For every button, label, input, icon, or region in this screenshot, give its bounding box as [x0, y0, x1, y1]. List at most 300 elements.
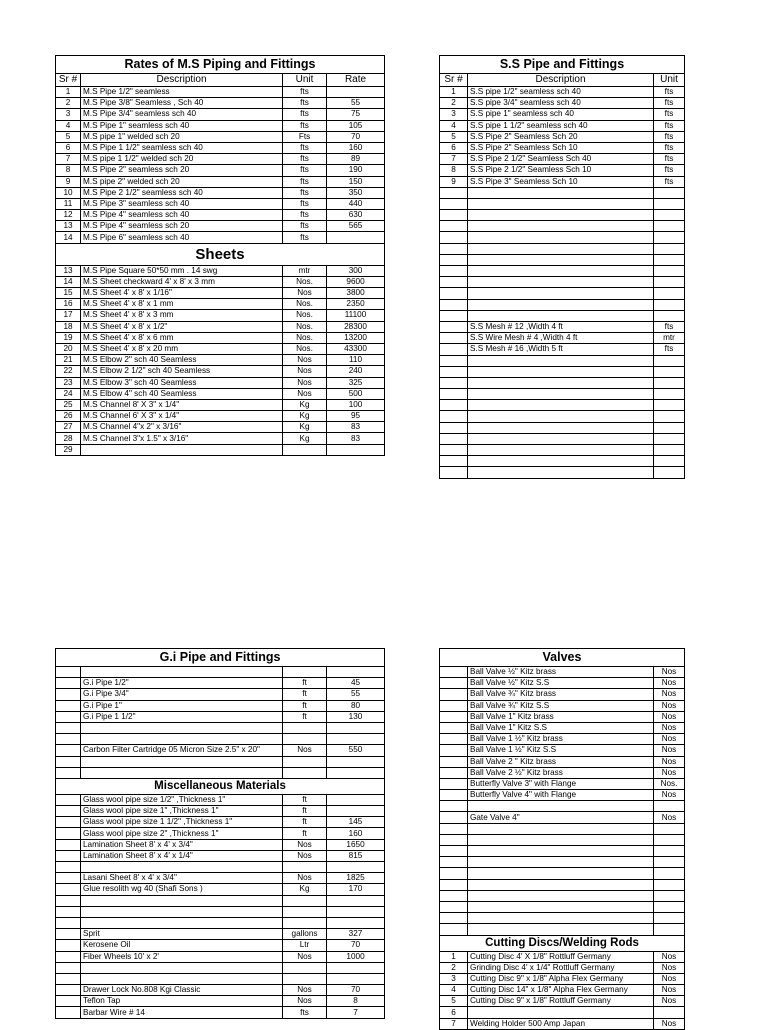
unit-cell [654, 879, 685, 890]
table-row [56, 850, 385, 861]
description-cell: M.S Pipe 3/8" Seamless , Sch 40 [81, 98, 283, 109]
description-cell: Butterfly Valve 3" with Flange [468, 778, 654, 789]
header-row [440, 74, 685, 87]
description-cell: Ball Valve ½" Kitz brass [468, 667, 654, 678]
sr-cell [440, 288, 468, 299]
table-row [56, 444, 385, 455]
description-cell: M.S Channel 4"x 2" x 3/16" [81, 422, 283, 433]
unit-cell: mtr [654, 333, 685, 344]
sr-cell [440, 254, 468, 265]
description-cell: G.i Pipe 1 1/2" [81, 711, 283, 722]
unit-cell: fts [654, 109, 685, 120]
unit-cell [654, 857, 685, 868]
table-row [440, 734, 685, 745]
unit-cell: Nos [654, 745, 685, 756]
description-cell [81, 962, 283, 973]
description-cell: M.S Pipe 1 1/2" seamless sch 40 [81, 142, 283, 153]
table-row [56, 734, 385, 745]
sr-cell: 19 [56, 332, 81, 343]
sr-cell: 11 [56, 198, 81, 209]
description-cell [468, 1007, 654, 1018]
sr-cell [440, 422, 468, 433]
description-cell: S.S Wire Mesh # 4 ,Width 4 ft [468, 333, 654, 344]
column-header: Description [81, 74, 283, 87]
table-title: S.S Pipe and Fittings [440, 56, 685, 74]
rate-cell: 170 [327, 884, 385, 895]
table-row [440, 868, 685, 879]
ss-pipe-table [439, 55, 685, 479]
table-row [440, 996, 685, 1007]
table-row [56, 332, 385, 343]
sr-cell: 17 [56, 310, 81, 321]
column-header: Sr # [56, 74, 81, 87]
description-cell: Butterfly Valve 4" with Flange [468, 790, 654, 801]
sr-cell: 10 [56, 187, 81, 198]
description-cell: Ball Valve ½" Kitz S.S [468, 678, 654, 689]
sr-cell [440, 355, 468, 366]
sr-cell [56, 917, 81, 928]
unit-cell [654, 187, 685, 198]
sr-cell [440, 266, 468, 277]
table-row [440, 165, 685, 176]
unit-cell: fts [283, 232, 327, 243]
rate-cell [327, 895, 385, 906]
unit-cell: fts [654, 344, 685, 355]
sr-cell: 1 [56, 87, 81, 98]
sr-cell [440, 433, 468, 444]
table-row [56, 142, 385, 153]
sr-cell [440, 801, 468, 812]
rate-cell [327, 756, 385, 767]
sr-cell: 7 [56, 154, 81, 165]
table-row [440, 321, 685, 332]
table-row [440, 411, 685, 422]
sr-cell: 15 [56, 288, 81, 299]
section-title: Cutting Discs/Welding Rods [440, 935, 685, 951]
unit-cell [654, 1007, 685, 1018]
unit-cell [283, 895, 327, 906]
table-row [440, 154, 685, 165]
description-cell: M.S Elbow 3" sch 40 Seamless [81, 377, 283, 388]
unit-cell: fts [283, 1007, 327, 1018]
table-row [56, 422, 385, 433]
unit-cell: fts [283, 98, 327, 109]
table-row [56, 689, 385, 700]
table-row [440, 756, 685, 767]
description-cell [81, 973, 283, 984]
unit-cell: Kg [283, 433, 327, 444]
rate-cell: 3800 [327, 288, 385, 299]
rate-cell: 815 [327, 850, 385, 861]
table-row [56, 985, 385, 996]
table-row [56, 667, 385, 678]
description-cell: M.S Sheet 4' x 8' x 3 mm [81, 310, 283, 321]
unit-cell [283, 973, 327, 984]
rate-cell: 45 [327, 678, 385, 689]
description-cell: M.S Sheet 4' x 8' x 1/2" [81, 321, 283, 332]
sr-cell [56, 722, 81, 733]
unit-cell [283, 444, 327, 455]
description-cell: Ball Valve 1 ½" Kitz brass [468, 734, 654, 745]
sr-cell [56, 906, 81, 917]
rate-cell [327, 806, 385, 817]
unit-cell: fts [283, 198, 327, 209]
sr-cell [440, 198, 468, 209]
unit-cell [654, 221, 685, 232]
sr-cell: 6 [56, 142, 81, 153]
table-title-row [440, 56, 685, 74]
sr-cell: 29 [56, 444, 81, 455]
rate-cell: 160 [327, 142, 385, 153]
unit-cell: Kg [283, 399, 327, 410]
description-cell: Cutting Disc 4' X 1/8" Rottluff Germany [468, 951, 654, 962]
description-cell [468, 846, 654, 857]
table-row [56, 355, 385, 366]
unit-cell: Nos [654, 678, 685, 689]
description-cell [81, 895, 283, 906]
description-cell: Fiber Wheels 10' x 2' [81, 951, 283, 962]
description-cell: Ball Valve 2 ½" Kitz brass [468, 767, 654, 778]
sr-cell [440, 678, 468, 689]
sr-cell: 23 [56, 377, 81, 388]
sr-cell: 14 [56, 232, 81, 243]
rate-cell: 11100 [327, 310, 385, 321]
table-row [56, 700, 385, 711]
sr-cell [440, 467, 468, 478]
table-row [440, 689, 685, 700]
description-cell: M.S Pipe 2 1/2" seamless sch 40 [81, 187, 283, 198]
sr-cell [56, 884, 81, 895]
description-cell: M.S Channel 6' X 3" x 1/4" [81, 411, 283, 422]
sr-cell [56, 700, 81, 711]
description-cell: M.S Pipe 4" seamless sch 40 [81, 210, 283, 221]
table-row [440, 711, 685, 722]
sr-cell [440, 823, 468, 834]
description-cell: Ball Valve ¾" Kitz brass [468, 689, 654, 700]
unit-cell: Nos [654, 722, 685, 733]
column-header: Unit [283, 74, 327, 87]
table-row [56, 109, 385, 120]
sr-cell [440, 445, 468, 456]
sr-cell [56, 940, 81, 951]
table-row [440, 87, 685, 98]
rate-cell: 83 [327, 422, 385, 433]
table-row [440, 176, 685, 187]
sr-cell [56, 667, 81, 678]
description-cell [468, 389, 654, 400]
table-row [56, 745, 385, 756]
description-cell: Barbar Wire # 14 [81, 1007, 283, 1018]
table-row [440, 678, 685, 689]
table-row [440, 400, 685, 411]
unit-cell: ft [283, 711, 327, 722]
table-row [56, 176, 385, 187]
sr-cell [440, 734, 468, 745]
sr-cell: 25 [56, 399, 81, 410]
rate-cell: 43300 [327, 343, 385, 354]
description-cell [468, 823, 654, 834]
rate-cell: 83 [327, 433, 385, 444]
unit-cell [654, 400, 685, 411]
unit-cell: ft [283, 689, 327, 700]
sr-cell [440, 411, 468, 422]
table-row [440, 433, 685, 444]
table-row [56, 265, 385, 276]
description-cell: G.i Pipe 1" [81, 700, 283, 711]
table-row [440, 120, 685, 131]
description-cell: M.S pipe 1" welded sch 20 [81, 131, 283, 142]
unit-cell: fts [283, 176, 327, 187]
unit-cell: fts [283, 221, 327, 232]
sr-cell [56, 756, 81, 767]
sr-cell [440, 456, 468, 467]
section-title-row [56, 778, 385, 794]
table-row [440, 801, 685, 812]
description-cell: Cutting Disc 9" x 1/8" Alpha Flex Germany [468, 973, 654, 984]
table-row [56, 343, 385, 354]
rate-cell: 630 [327, 210, 385, 221]
table-row [56, 198, 385, 209]
sr-cell [56, 689, 81, 700]
description-cell: S.S pipe 1/2" seamless sch 40 [468, 87, 654, 98]
sr-cell [440, 700, 468, 711]
table-row [440, 389, 685, 400]
description-cell [468, 467, 654, 478]
sr-cell: 24 [56, 388, 81, 399]
unit-cell: Fts [283, 131, 327, 142]
description-cell [81, 734, 283, 745]
unit-cell: Nos [654, 667, 685, 678]
sr-cell [56, 794, 81, 805]
table-row [56, 276, 385, 287]
unit-cell: Nos. [283, 276, 327, 287]
description-cell: S.S Mesh # 12 ,Width 4 ft [468, 321, 654, 332]
table-row [56, 98, 385, 109]
unit-cell: ft [283, 794, 327, 805]
unit-cell: Nos. [283, 299, 327, 310]
sr-cell [440, 857, 468, 868]
description-cell [468, 310, 654, 321]
unit-cell: fts [654, 87, 685, 98]
table-row [56, 87, 385, 98]
description-cell: M.S Channel 8' X 3" x 1/4" [81, 399, 283, 410]
table-row [56, 366, 385, 377]
unit-cell: fts [283, 210, 327, 221]
sr-cell [440, 834, 468, 845]
unit-cell: Nos [283, 951, 327, 962]
sr-cell [56, 985, 81, 996]
table-row [440, 98, 685, 109]
sr-cell [440, 879, 468, 890]
description-cell: M.S Pipe Square 50*50 mm . 14 swg [81, 265, 283, 276]
rate-cell [327, 734, 385, 745]
rate-cell: 565 [327, 221, 385, 232]
sr-cell [56, 817, 81, 828]
table-row [440, 467, 685, 478]
sr-cell [440, 310, 468, 321]
description-cell: M.S Sheet 4' x 8' x 20 mm [81, 343, 283, 354]
unit-cell: fts [654, 154, 685, 165]
unit-cell: Kg [283, 422, 327, 433]
description-cell: Carbon Filter Cartridge 05 Micron Size 2.5" x 20" [81, 745, 283, 756]
table-row [440, 445, 685, 456]
table-row [440, 973, 685, 984]
unit-cell [654, 243, 685, 254]
description-cell [468, 857, 654, 868]
rate-cell: 1000 [327, 951, 385, 962]
unit-cell: fts [654, 120, 685, 131]
description-cell [81, 722, 283, 733]
sr-cell: 18 [56, 321, 81, 332]
description-cell: S.S Mesh # 16 ,Width 5 ft [468, 344, 654, 355]
unit-cell: fts [283, 142, 327, 153]
sr-cell [440, 221, 468, 232]
description-cell [81, 917, 283, 928]
unit-cell: fts [283, 165, 327, 176]
table-row [440, 333, 685, 344]
unit-cell: Nos [283, 355, 327, 366]
table-row [440, 834, 685, 845]
table-row [56, 756, 385, 767]
sr-cell: 2 [440, 98, 468, 109]
sr-cell [56, 745, 81, 756]
column-header: Sr # [440, 74, 468, 87]
table-title: Valves [440, 649, 685, 667]
unit-cell: Nos [654, 1018, 685, 1029]
rate-cell: 8 [327, 996, 385, 1007]
unit-cell [654, 846, 685, 857]
unit-cell: Nos [654, 700, 685, 711]
table-row [56, 399, 385, 410]
table-row [440, 377, 685, 388]
unit-cell: Nos [283, 850, 327, 861]
description-cell: M.S pipe 1 1/2" welded sch 20 [81, 154, 283, 165]
sr-cell [56, 1007, 81, 1018]
unit-cell: fts [654, 98, 685, 109]
rate-cell: 9600 [327, 276, 385, 287]
table-row [56, 154, 385, 165]
table-row [440, 812, 685, 823]
table-row [56, 310, 385, 321]
description-cell: Ball Valve 1 ½" Kitz S.S [468, 745, 654, 756]
unit-cell: ft [283, 828, 327, 839]
sr-cell [440, 243, 468, 254]
unit-cell: fts [654, 176, 685, 187]
description-cell [468, 411, 654, 422]
sr-cell [440, 377, 468, 388]
table-row [440, 962, 685, 973]
rate-cell [327, 962, 385, 973]
table-row [440, 221, 685, 232]
sr-cell [56, 806, 81, 817]
description-cell: M.S Elbow 2 1/2" sch 40 Seamless [81, 366, 283, 377]
sr-cell [440, 913, 468, 924]
description-cell [468, 266, 654, 277]
description-cell [468, 355, 654, 366]
description-cell [81, 862, 283, 873]
rate-cell: 145 [327, 817, 385, 828]
description-cell [468, 801, 654, 812]
description-cell: M.S Sheet 4' x 8' x 1/16" [81, 288, 283, 299]
unit-cell [283, 667, 327, 678]
rate-cell [327, 906, 385, 917]
unit-cell: Nos [654, 767, 685, 778]
table-row [440, 210, 685, 221]
rate-cell: 2350 [327, 299, 385, 310]
description-cell: G.i Pipe 3/4" [81, 689, 283, 700]
description-cell: Lamination Sheet 8' x 4' x 1/4" [81, 850, 283, 861]
description-cell: M.S Elbow 2" sch 40 Seamless [81, 355, 283, 366]
table-row [440, 1007, 685, 1018]
table-row [56, 131, 385, 142]
description-cell [468, 366, 654, 377]
description-cell: S.S pipe 1" seamless sch 40 [468, 109, 654, 120]
description-cell [468, 210, 654, 221]
description-cell: S.S pipe 3/4" seamless sch 40 [468, 98, 654, 109]
rate-cell [327, 87, 385, 98]
unit-cell [283, 722, 327, 733]
rate-cell: 190 [327, 165, 385, 176]
rate-cell [327, 917, 385, 928]
sr-cell: 20 [56, 343, 81, 354]
description-cell [468, 232, 654, 243]
table-row [440, 187, 685, 198]
description-cell [468, 243, 654, 254]
description-cell [468, 288, 654, 299]
description-cell [468, 879, 654, 890]
description-cell [81, 767, 283, 778]
sr-cell: 8 [440, 165, 468, 176]
unit-cell [654, 355, 685, 366]
table-row [56, 806, 385, 817]
unit-cell [654, 890, 685, 901]
unit-cell [654, 198, 685, 209]
description-cell [468, 198, 654, 209]
sr-cell [56, 996, 81, 1007]
description-cell: S.S Pipe 2" Seamless Sch 20 [468, 131, 654, 142]
unit-cell: fts [283, 109, 327, 120]
unit-cell [283, 962, 327, 973]
description-cell: Glass wool pipe size 1/2" ,Thickness 1" [81, 794, 283, 805]
table-row [56, 767, 385, 778]
description-cell: S.S Pipe 2 1/2" Seamless Sch 40 [468, 154, 654, 165]
table-row [440, 232, 685, 243]
sr-cell: 27 [56, 422, 81, 433]
sr-cell [440, 321, 468, 332]
sr-cell [440, 745, 468, 756]
rate-cell: 89 [327, 154, 385, 165]
description-cell [468, 901, 654, 912]
description-cell: M.S Pipe 1/2" seamless [81, 87, 283, 98]
sr-cell: 4 [440, 985, 468, 996]
unit-cell [654, 411, 685, 422]
description-cell: M.S Sheet 4' x 8' x 1 mm [81, 299, 283, 310]
unit-cell [654, 924, 685, 935]
sr-cell [440, 277, 468, 288]
table-row [440, 767, 685, 778]
rate-cell: 105 [327, 120, 385, 131]
unit-cell [283, 917, 327, 928]
unit-cell: fts [654, 131, 685, 142]
table-row [440, 422, 685, 433]
unit-cell: fts [283, 120, 327, 131]
table-row [440, 142, 685, 153]
unit-cell: Nos [283, 839, 327, 850]
rate-cell [327, 767, 385, 778]
table-row [56, 895, 385, 906]
unit-cell [283, 756, 327, 767]
sr-cell [440, 689, 468, 700]
